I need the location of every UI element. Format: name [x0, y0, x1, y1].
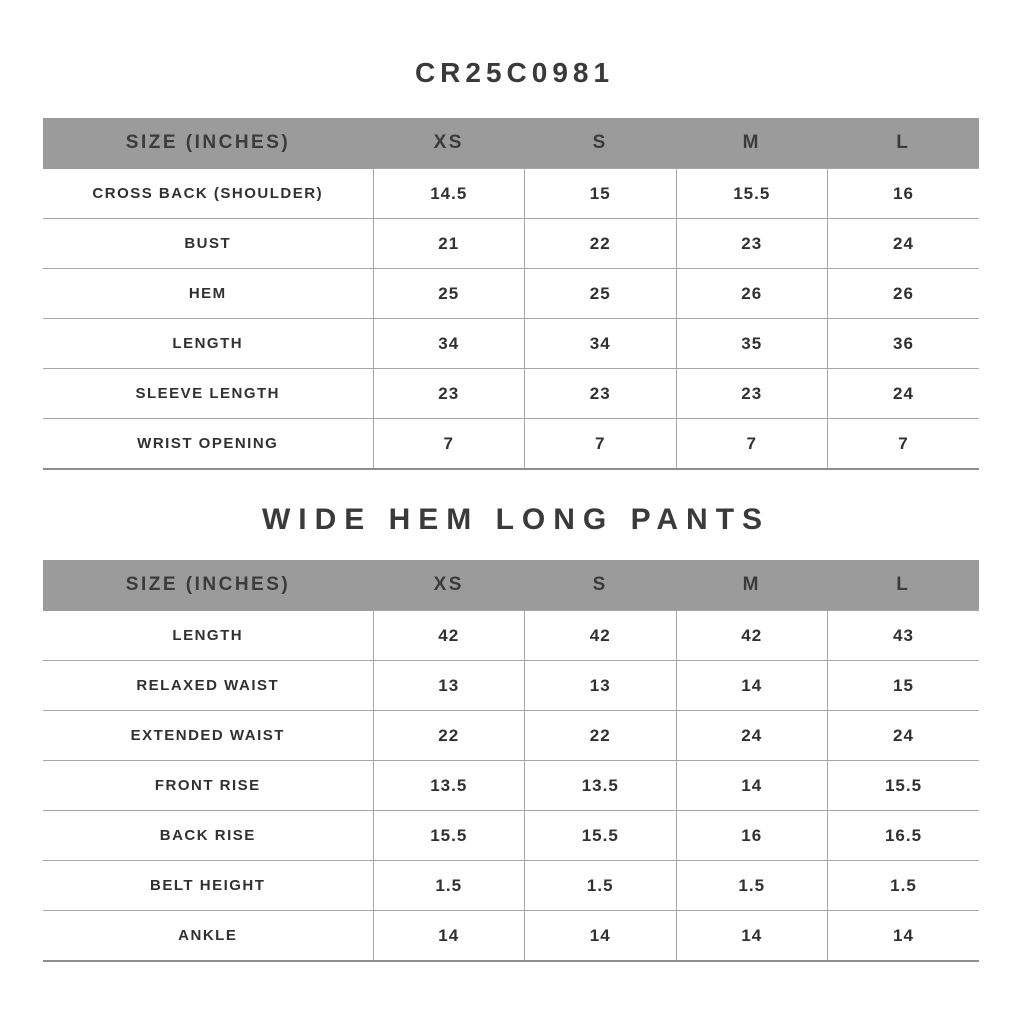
measurement-value-cell: 14 [525, 911, 677, 962]
measurement-value-cell: 25 [373, 269, 525, 319]
measurement-value-cell: 13 [373, 661, 525, 711]
measurement-label-cell: WRIST OPENING [43, 419, 373, 470]
measurement-row [43, 761, 979, 811]
measurement-row [43, 269, 979, 319]
size-column-header-cell: S [525, 118, 677, 169]
size-column-header-cell: L [828, 560, 980, 611]
measurement-value-cell: 15.5 [676, 169, 828, 219]
size-header-row [43, 560, 979, 611]
size-column-header-cell: XS [373, 560, 525, 611]
measurement-value-cell: 13.5 [373, 761, 525, 811]
measurement-value-cell: 14 [828, 911, 980, 962]
measurement-row [43, 711, 979, 761]
measurement-value-cell: 22 [525, 219, 677, 269]
measurement-value-cell: 1.5 [676, 861, 828, 911]
measurement-value-cell: 24 [828, 711, 980, 761]
measurement-value-cell: 24 [676, 711, 828, 761]
measurement-value-cell: 14.5 [373, 169, 525, 219]
measurement-value-cell: 42 [676, 611, 828, 661]
measurement-value-cell: 1.5 [828, 861, 980, 911]
size-units-header-cell: SIZE (INCHES) [43, 560, 373, 611]
measurement-value-cell: 13 [525, 661, 677, 711]
measurement-row [43, 911, 979, 962]
measurement-value-cell: 7 [373, 419, 525, 470]
size-column-header-cell: L [828, 118, 980, 169]
size-column-header-cell: M [676, 560, 828, 611]
measurement-label-cell: FRONT RISE [43, 761, 373, 811]
measurement-label-cell: HEM [43, 269, 373, 319]
measurement-label-cell: BELT HEIGHT [43, 861, 373, 911]
measurement-value-cell: 22 [373, 711, 525, 761]
measurement-row [43, 661, 979, 711]
measurement-label-cell: LENGTH [172, 626, 244, 644]
measurement-value-cell: 7 [525, 419, 677, 470]
measurement-value-cell: 26 [676, 269, 828, 319]
measurement-value-cell: 15 [525, 169, 677, 219]
measurement-value-cell: 23 [525, 369, 677, 419]
measurement-row [43, 419, 979, 470]
measurement-value-cell: 23 [676, 219, 828, 269]
measurement-value-cell: 14 [676, 911, 828, 962]
measurement-row [43, 169, 979, 219]
size-header-row [43, 118, 979, 169]
pants-title: WIDE HEM LONG PANTS [261, 503, 771, 536]
wide-hem-long-pants-size-table [43, 560, 979, 962]
measurement-value-cell: 13.5 [525, 761, 677, 811]
product-code-title: CR25C0981 [414, 57, 615, 88]
size-column-header-cell: M [676, 118, 828, 169]
measurement-label-cell: CROSS BACK (SHOULDER) [92, 184, 324, 202]
measurement-value-cell: 16.5 [828, 811, 980, 861]
measurement-value-cell: 16 [676, 811, 828, 861]
measurement-value-cell: 25 [525, 269, 677, 319]
measurement-value-cell: 42 [525, 611, 677, 661]
measurement-label-cell: BACK RISE [43, 811, 373, 861]
measurement-row [43, 319, 979, 369]
measurement-value-cell: 15.5 [828, 761, 980, 811]
measurement-value-cell: 26 [828, 269, 980, 319]
measurement-label-cell: EXTENDED WAIST [43, 711, 373, 761]
measurement-value-cell: 35 [676, 319, 828, 369]
measurement-value-cell: 1.5 [525, 861, 677, 911]
measurement-label-cell: RELAXED WAIST [43, 661, 373, 711]
measurement-label-cell: BUST [43, 219, 373, 269]
measurement-value-cell: 23 [373, 369, 525, 419]
measurement-row [43, 369, 979, 419]
measurement-value-cell: 22 [525, 711, 677, 761]
measurement-value-cell: 14 [373, 911, 525, 962]
measurement-value-cell: 1.5 [373, 861, 525, 911]
measurement-value-cell: 42 [373, 611, 525, 661]
top-garment-size-table [43, 118, 979, 470]
measurement-value-cell: 14 [676, 661, 828, 711]
measurement-label-cell: LENGTH [43, 319, 373, 369]
measurement-label-cell: ANKLE [43, 911, 373, 962]
measurement-value-cell: 36 [828, 319, 980, 369]
measurement-value-cell: 24 [828, 219, 980, 269]
measurement-value-cell: 15.5 [373, 811, 525, 861]
measurement-value-cell: 24 [828, 369, 980, 419]
measurement-value-cell: 34 [525, 319, 677, 369]
measurement-value-cell: 14 [676, 761, 828, 811]
measurement-row [43, 611, 979, 661]
measurement-value-cell: 7 [676, 419, 828, 470]
measurement-row [43, 861, 979, 911]
size-units-header-cell: SIZE (INCHES) [43, 118, 373, 169]
measurement-label-cell: SLEEVE LENGTH [43, 369, 373, 419]
measurement-value-cell: 15.5 [525, 811, 677, 861]
measurement-value-cell: 15 [828, 661, 980, 711]
measurement-value-cell: 43 [828, 611, 980, 661]
size-column-header-cell: XS [373, 118, 525, 169]
measurement-value-cell: 7 [828, 419, 980, 470]
measurement-row [43, 219, 979, 269]
measurement-row [43, 811, 979, 861]
size-column-header-cell: S [525, 560, 677, 611]
measurement-value-cell: 34 [373, 319, 525, 369]
measurement-value-cell: 16 [828, 169, 980, 219]
measurement-value-cell: 21 [373, 219, 525, 269]
measurement-value-cell: 23 [676, 369, 828, 419]
